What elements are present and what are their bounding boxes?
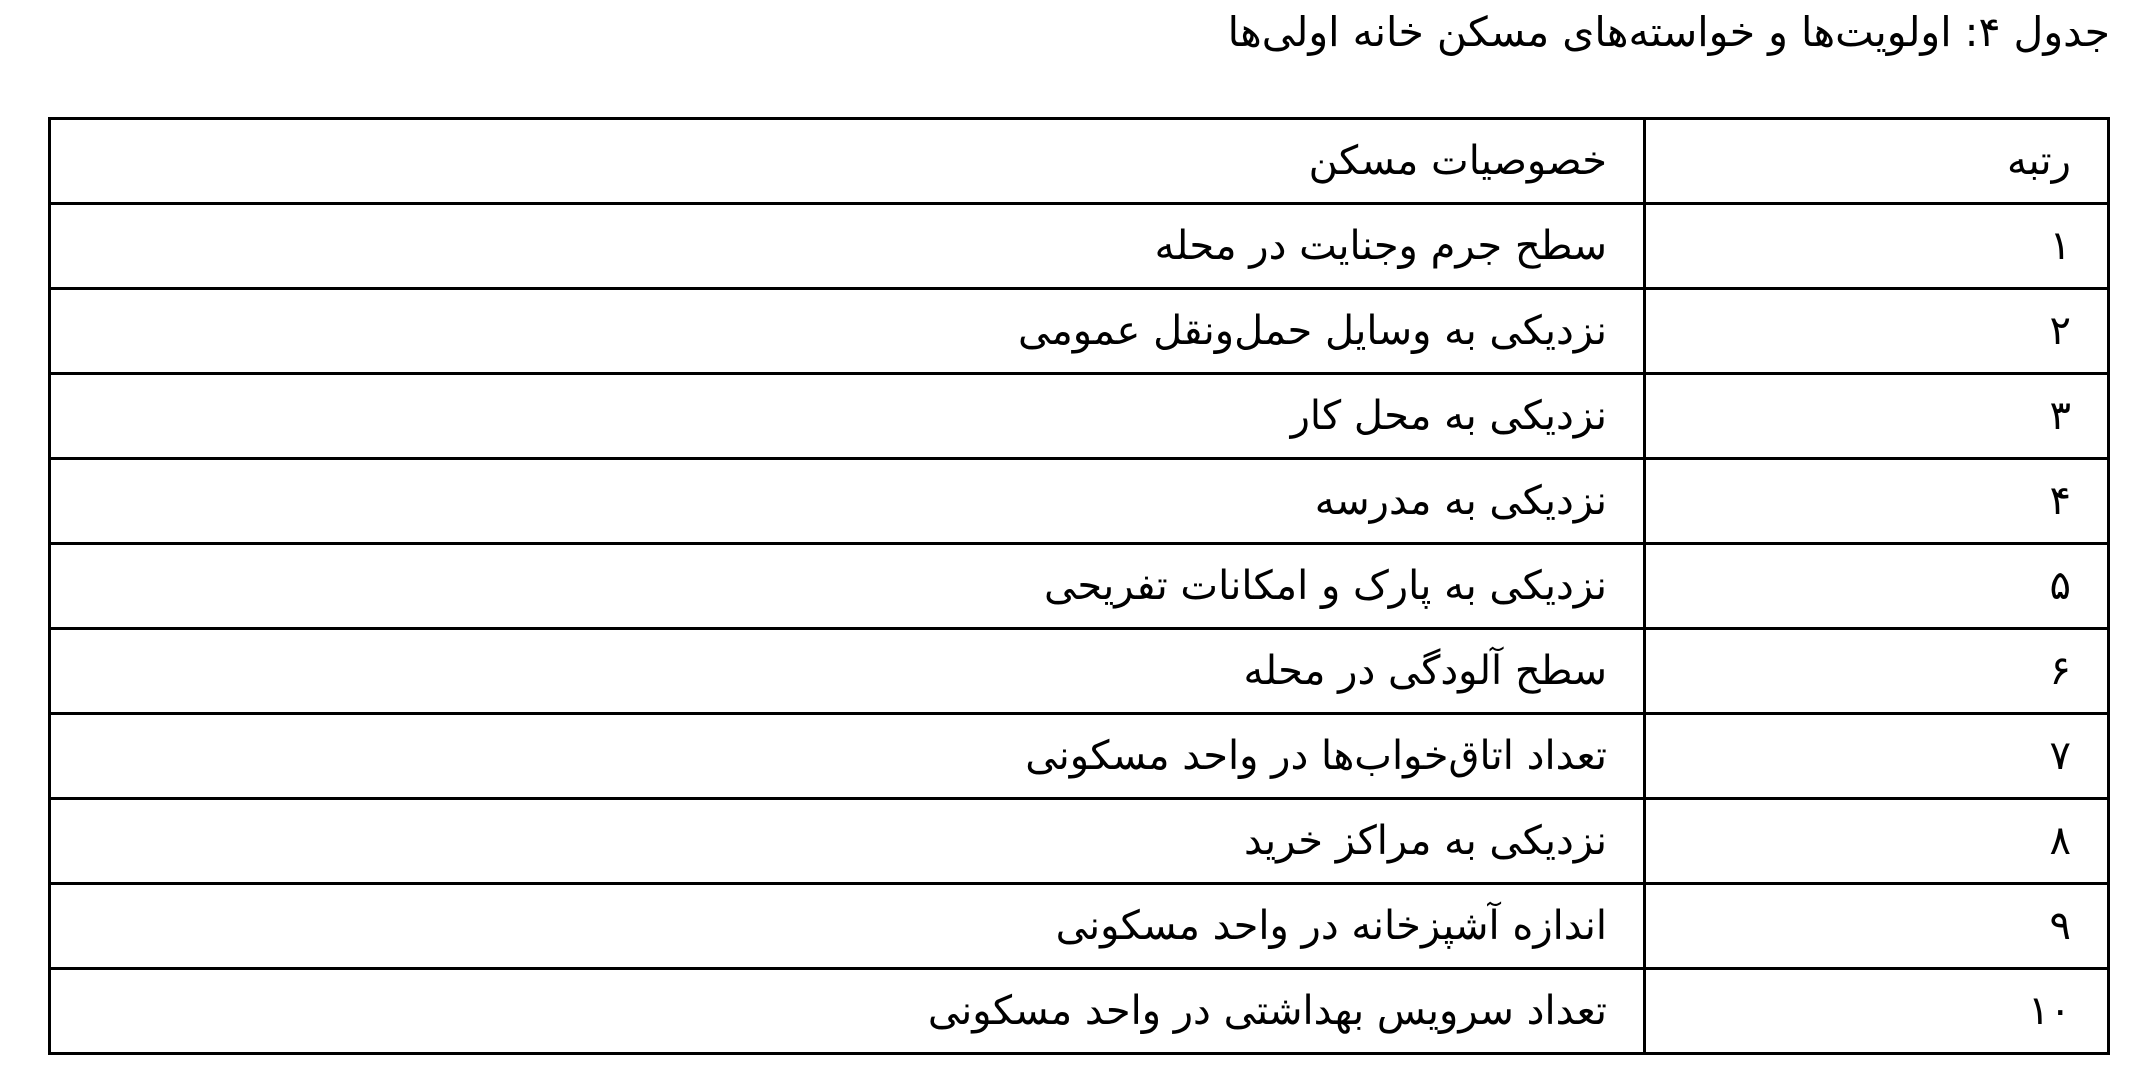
table-row bbox=[50, 629, 2109, 714]
rank-column-header: رتبه bbox=[1645, 119, 2109, 204]
rank-cell: ۷ bbox=[1645, 714, 2109, 799]
table-row bbox=[50, 884, 2109, 969]
characteristic-cell: سطح آلودگی در محله bbox=[50, 629, 1645, 714]
table-row bbox=[50, 204, 2109, 289]
priorities-table bbox=[48, 117, 2110, 1055]
rank-cell: ۳ bbox=[1645, 374, 2109, 459]
characteristics-column-header: خصوصیات مسکن bbox=[50, 119, 1645, 204]
table-row bbox=[50, 714, 2109, 799]
table-row bbox=[50, 289, 2109, 374]
rank-cell: ۶ bbox=[1645, 629, 2109, 714]
characteristic-cell: تعداد سرویس بهداشتی در واحد مسکونی bbox=[50, 969, 1645, 1054]
characteristic-cell: نزدیکی به مراکز خرید bbox=[50, 799, 1645, 884]
header-row bbox=[50, 119, 2109, 204]
table-row bbox=[50, 459, 2109, 544]
table-caption: جدول ۴: اولویت‌ها و خواسته‌های مسکن خانه اولی‌ها bbox=[1227, 8, 2110, 56]
table-row bbox=[50, 544, 2109, 629]
table-row bbox=[50, 799, 2109, 884]
rank-cell: ۹ bbox=[1645, 884, 2109, 969]
rank-cell: ۲ bbox=[1645, 289, 2109, 374]
characteristic-cell: نزدیکی به مدرسه bbox=[50, 459, 1645, 544]
characteristic-cell: نزدیکی به پارک و امکانات تفریحی bbox=[50, 544, 1645, 629]
table-body bbox=[50, 204, 2109, 1054]
characteristic-cell: اندازه آشپزخانه در واحد مسکونی bbox=[50, 884, 1645, 969]
rank-cell: ۱ bbox=[1645, 204, 2109, 289]
table-row bbox=[50, 374, 2109, 459]
characteristic-cell: سطح جرم وجنایت در محله bbox=[50, 204, 1645, 289]
characteristic-cell: نزدیکی به محل کار bbox=[50, 374, 1645, 459]
rank-cell: ۸ bbox=[1645, 799, 2109, 884]
rank-cell: ۱۰ bbox=[1645, 969, 2109, 1054]
table-header bbox=[50, 119, 2109, 204]
characteristic-cell: تعداد اتاق‌خواب‌ها در واحد مسکونی bbox=[50, 714, 1645, 799]
rank-cell: ۵ bbox=[1645, 544, 2109, 629]
table-row bbox=[50, 969, 2109, 1054]
characteristic-cell: نزدیکی به وسایل حمل‌ونقل عمومی bbox=[50, 289, 1645, 374]
rank-cell: ۴ bbox=[1645, 459, 2109, 544]
